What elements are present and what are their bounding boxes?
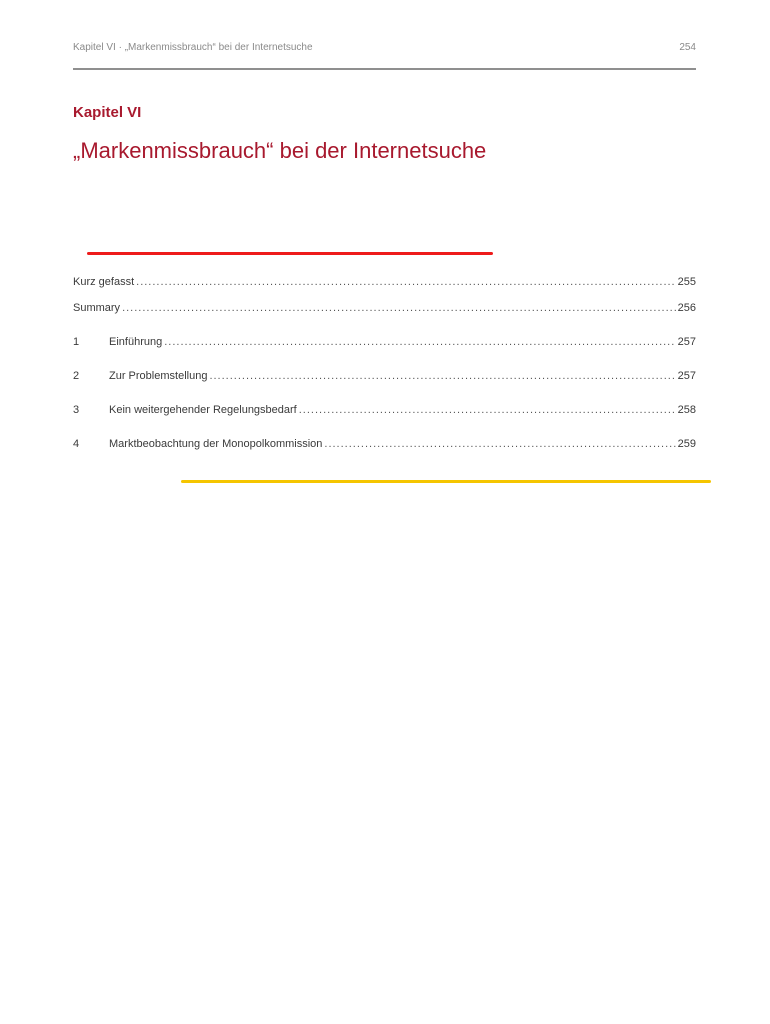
toc-leader-dots [164,336,675,348]
page-number: 254 [679,42,696,53]
toc-entry-title: Kurz gefasst [73,276,135,288]
toc-leader-dots [324,438,675,450]
toc-entry-page: 259 [677,438,696,450]
toc-entry-1[interactable] [73,336,696,352]
toc-entry-number: 2 [73,370,80,382]
toc-entry-page: 257 [677,336,696,348]
toc-entry-title: Einführung [109,336,163,348]
toc-entry-3[interactable] [73,404,696,420]
toc-entry-title: Kein weitergehender Regelungsbedarf [109,404,297,416]
toc-entry-page: 256 [677,302,696,314]
toc-entry-title: Zur Problemstellung [109,370,208,382]
toc-entry-kurz-gefasst[interactable] [73,276,696,292]
toc-entry-2[interactable] [73,370,696,386]
toc-leader-dots [299,404,676,416]
toc-leader-dots [122,302,676,314]
toc-entry-title: Summary [73,302,121,314]
toc-entry-page: 257 [677,370,696,382]
toc-leader-dots [209,370,675,382]
toc-entry-number: 4 [73,438,80,450]
toc-entry-number: 3 [73,404,80,416]
toc-entry-title: Marktbeobachtung der Monopolkommission [109,438,323,450]
running-head [73,42,696,53]
running-head-title: Kapitel VI · „Markenmissbrauch“ bei der Internetsuche [73,42,313,53]
header-rule [73,68,696,70]
yellow-divider [181,480,711,483]
toc-leader-dots [136,276,676,288]
toc-entry-page: 255 [677,276,696,288]
red-divider [87,252,493,255]
chapter-title: „Markenmissbrauch“ bei der Internetsuche [73,138,487,163]
toc-entry-4[interactable] [73,438,696,454]
chapter-label: Kapitel VI [73,104,142,121]
toc-entry-page: 258 [677,404,696,416]
toc-entry-summary[interactable] [73,302,696,318]
toc-entry-number: 1 [73,336,80,348]
